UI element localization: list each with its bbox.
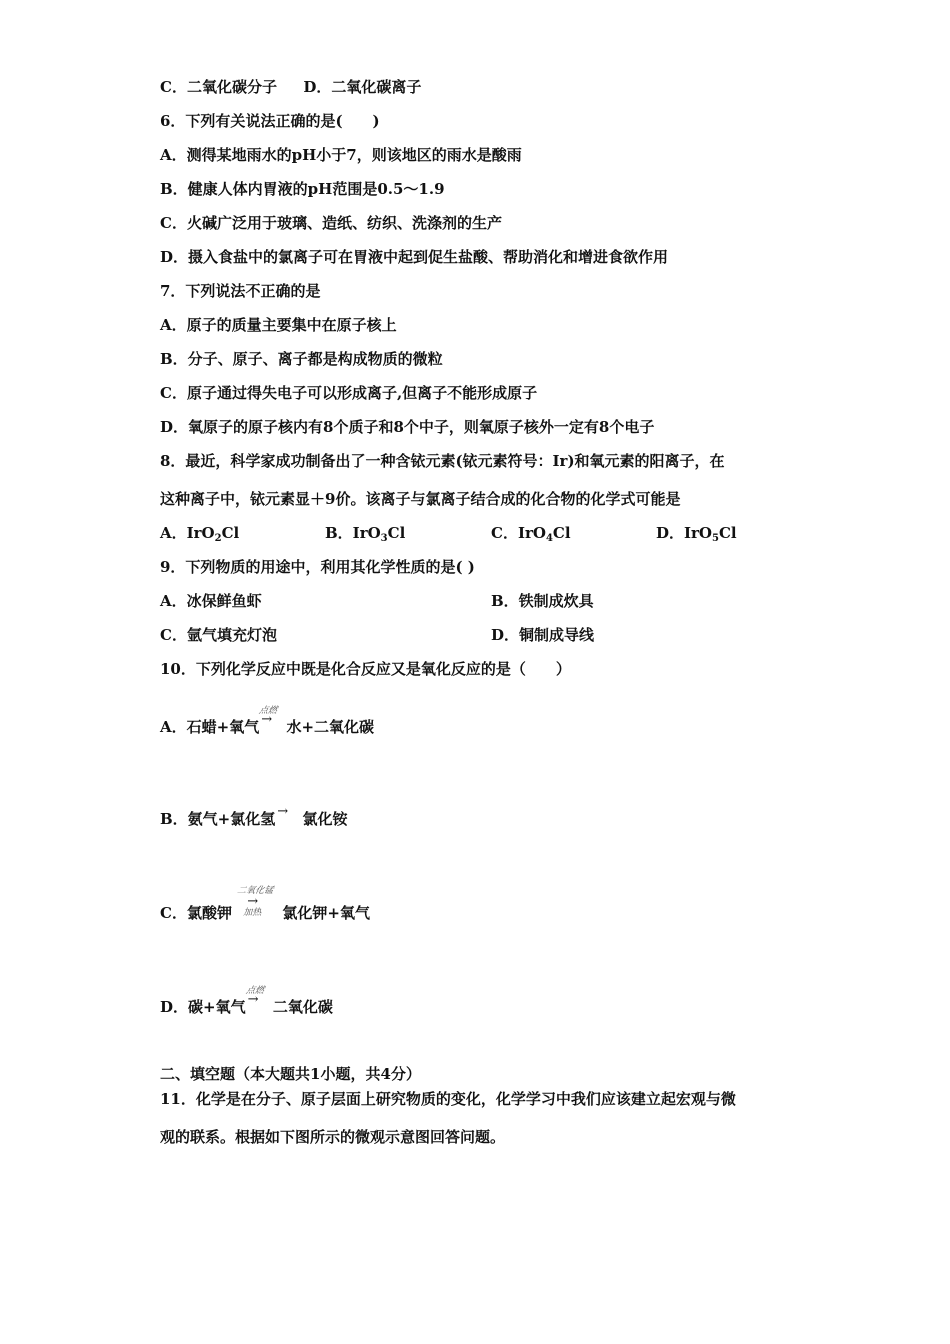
section-heading: 二、填空题（本大题共1小题，共4分）: [160, 1065, 421, 1083]
q8-stem-line2: 这种离子中，铱元素显＋9价。该离子与氯离子结合成的化合物的化学式可能是: [160, 490, 681, 508]
q9-option-a: A．冰保鲜鱼虾: [160, 592, 262, 610]
q10-b-products: 氯化铵: [302, 810, 348, 828]
reaction-arrow-icon: →: [247, 894, 259, 909]
q10-d-products: 二氧化碳: [272, 998, 333, 1016]
q9-option-b: B．铁制成炊具: [491, 592, 594, 610]
q9-option-c: C．氩气填充灯泡: [160, 626, 277, 644]
q6-option-a: A．测得某地雨水的pH小于7，则该地区的雨水是酸雨: [160, 146, 522, 164]
q7-option-d: D．氧原子的原子核内有8个质子和8个中子，则氧原子核外一定有8个电子: [160, 418, 655, 436]
q6-stem: 6．下列有关说法正确的是( ): [160, 112, 380, 130]
q10-d-reactants: D．碳+氧气: [160, 998, 246, 1016]
q6-option-c: C．火碱广泛用于玻璃、造纸、纺织、洗涤剂的生产: [160, 214, 502, 232]
q10-c-reactants: C．氯酸钾: [160, 904, 232, 922]
condition-label: 点燃: [258, 706, 279, 716]
q5-option-d: D．二氧化碳离子: [303, 78, 422, 96]
q8-option-c: C．IrO$_4$Cl: [491, 524, 571, 544]
q10-option-c: [160, 886, 370, 923]
q9-stem: 9．下列物质的用途中，利用其化学性质的是( ): [160, 558, 475, 576]
q6-option-b: B．健康人体内胃液的pH范围是0.5～1.9: [160, 180, 445, 198]
reaction-condition: [244, 986, 268, 1017]
condition-label: 加热: [243, 908, 262, 918]
reaction-condition: [275, 804, 297, 829]
q10-option-a: [160, 706, 375, 737]
q6-option-d: D．摄入食盐中的氯离子可在胃液中起到促生盐酸、帮助消化和增进食欲作用: [160, 248, 669, 266]
q7-option-a: A．原子的质量主要集中在原子核上: [160, 316, 397, 334]
q10-stem: 10．下列化学反应中既是化合反应又是氧化反应的是（ ）: [160, 660, 571, 678]
q10-b-reactants: B．氨气+氯化氢: [160, 810, 276, 828]
q5-options-cd: [160, 77, 421, 97]
q10-option-b: [160, 804, 348, 829]
q8-stem-line1: 8．最近，科学家成功制备出了一种含铱元素(铱元素符号：Ir)和氧元素的阳离子，在: [160, 452, 725, 470]
q10-c-products: 氯化钾+氧气: [282, 904, 370, 922]
q7-option-b: B．分子、原子、离子都是构成物质的微粒: [160, 350, 443, 368]
condition-label: 二氧化锰: [236, 886, 275, 896]
reaction-arrow-icon: →: [277, 804, 289, 819]
reaction-condition: [258, 706, 281, 737]
q10-option-d: [160, 986, 333, 1017]
q7-stem: 7．下列说法不正确的是: [160, 282, 321, 300]
reaction-arrow-icon: →: [261, 712, 273, 727]
q11-line1: 11．化学是在分子、原子层面上研究物质的变化，化学学习中我们应该建立起宏观与微: [160, 1090, 736, 1108]
q8-option-d: D．IrO$_5$Cl: [656, 524, 737, 544]
q10-a-reactants: A．石蜡+氧气: [160, 718, 260, 736]
q8-option-b: B．IrO$_3$Cl: [325, 524, 406, 544]
q5-option-c: C．二氧化碳分子: [160, 78, 277, 96]
q9-option-d: D．铜制成导线: [491, 626, 595, 644]
condition-label: 点燃: [244, 986, 265, 996]
q10-a-products: 水+二氧化碳: [286, 718, 375, 736]
q11-line2: 观的联系。根据如下图所示的微观示意图回答问题。: [160, 1128, 506, 1146]
q8-option-a: A．IrO$_2$Cl: [160, 524, 240, 544]
reaction-arrow-icon: →: [247, 992, 259, 1007]
q7-option-c: C．原子通过得失电子可以形成离子,但离子不能形成原子: [160, 384, 538, 402]
reaction-condition: [236, 886, 277, 923]
